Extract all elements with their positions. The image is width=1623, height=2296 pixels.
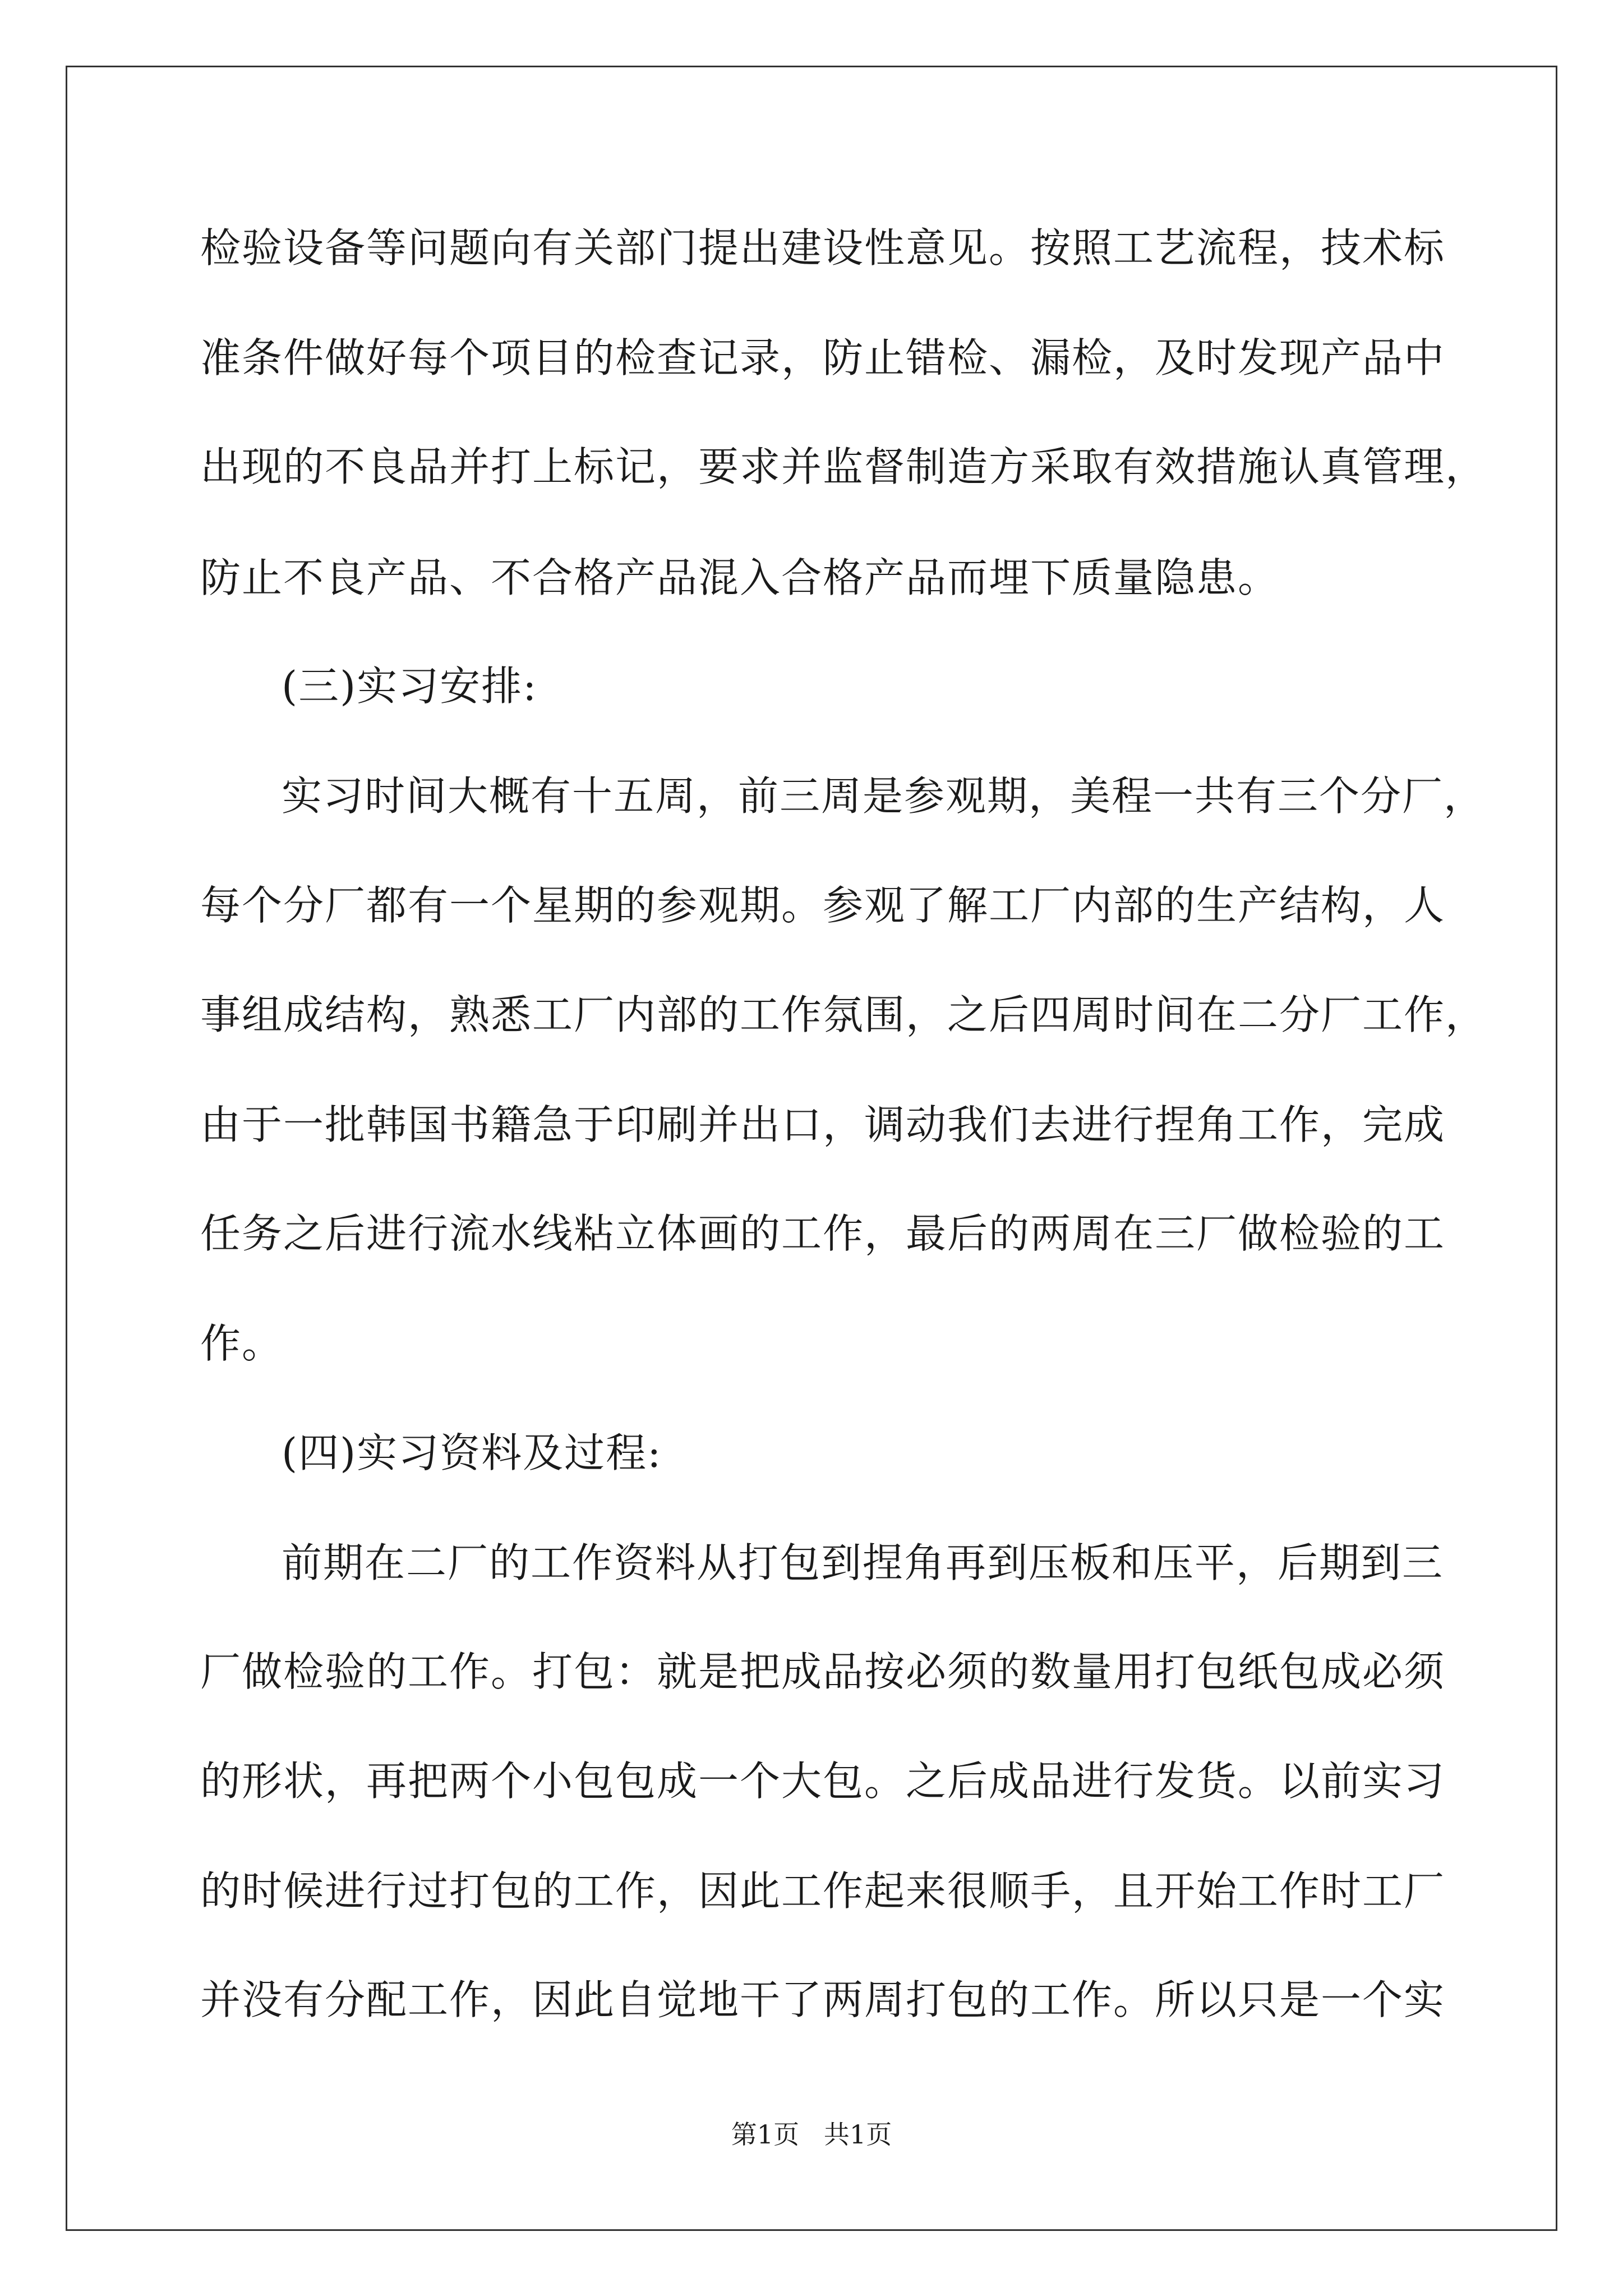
text-line-16: 的时候进行过打包的工作，因此工作起来很顺手，且开始工作时工厂 bbox=[200, 1867, 1446, 1915]
text-line-11: 作。 bbox=[200, 1320, 284, 1367]
section-heading-3: (三)实习安排: bbox=[282, 662, 538, 710]
text-line-2: 准条件做好每个项目的检查记录，防止错检、漏检，及时发现产品中 bbox=[200, 334, 1446, 381]
text-line-17: 并没有分配工作，因此自觉地干了两周打包的工作。所以只是一个实 bbox=[200, 1976, 1446, 2023]
text-line-8: 事组成结构，熟悉工厂内部的工作氛围，之后四周时间在二分厂工作， bbox=[200, 991, 1487, 1038]
text-line-7: 每个分厂都有一个星期的参观期。参观了解工厂内部的生产结构，人 bbox=[200, 882, 1446, 929]
text-line-6: 实习时间大概有十五周，前三周是参观期，美程一共有三个分厂， bbox=[282, 772, 1486, 820]
text-line-15: 的形状，再把两个小包包成一个大包。之后成品进行发货。以前实习 bbox=[200, 1757, 1446, 1805]
text-line-14: 厂做检验的工作。打包：就是把成品按必须的数量用打包纸包成必须 bbox=[200, 1648, 1446, 1695]
text-line-9: 由于一批韩国书籍急于印刷并出口，调动我们去进行捏角工作，完成 bbox=[200, 1101, 1446, 1148]
page-footer: 第1页 共1页 bbox=[731, 2119, 892, 2150]
text-line-1: 检验设备等问题向有关部门提出建设性意见。按照工艺流程，技术标 bbox=[200, 224, 1446, 272]
text-line-10: 任务之后进行流水线粘立体画的工作，最后的两周在三厂做检验的工 bbox=[200, 1210, 1446, 1257]
section-heading-4: (四)实习资料及过程: bbox=[282, 1429, 662, 1476]
text-line-13: 前期在二厂的工作资料从打包到捏角再到压板和压平，后期到三 bbox=[282, 1539, 1444, 1586]
text-line-3: 出现的不良品并打上标记，要求并监督制造方采取有效措施认真管理， bbox=[200, 443, 1487, 490]
text-line-4: 防止不良产品、不合格产品混入合格产品而埋下质量隐患。 bbox=[200, 554, 1280, 601]
